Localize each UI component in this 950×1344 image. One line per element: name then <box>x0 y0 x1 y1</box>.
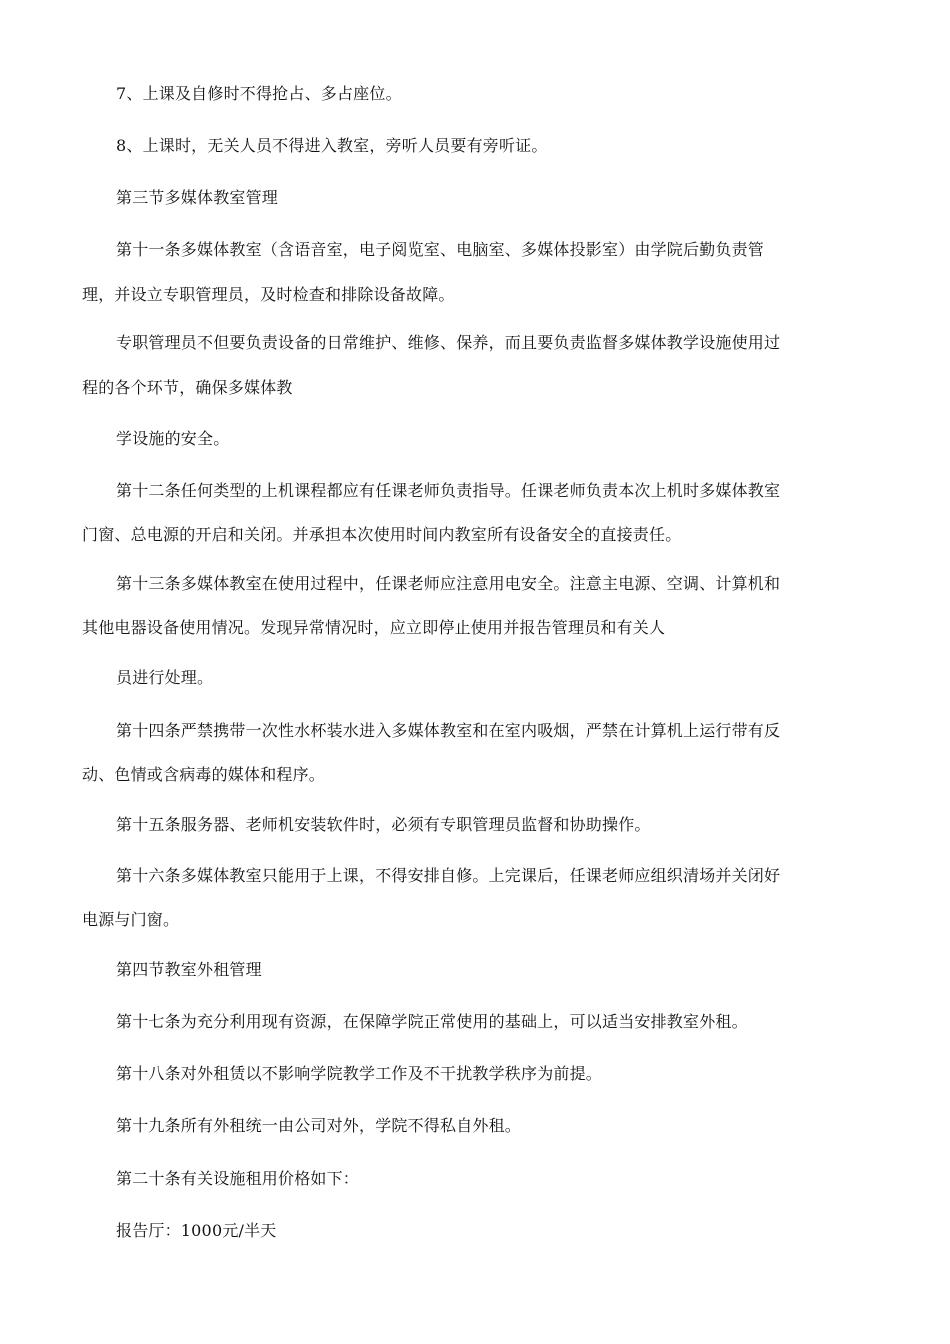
manager-duty-line-3: 学设施的安全。 <box>116 429 230 448</box>
manager-duty-line-2: 程的各个环节，确保多媒体教 <box>82 378 293 397</box>
article-15: 第十五条服务器、老师机安装软件时，必须有专职管理员监督和协助操作。 <box>116 815 651 834</box>
price-item-lecture-hall: 报告厅：1000元/半天 <box>116 1221 277 1240</box>
article-20: 第二十条有关设施租用价格如下： <box>116 1169 360 1188</box>
article-17: 第十七条为充分利用现有资源，在保障学院正常使用的基础上，可以适当安排教室外租。 <box>116 1012 748 1031</box>
section-heading-3: 第三节多媒体教室管理 <box>116 188 279 207</box>
article-13-line-1: 第十三条多媒体教室在使用过程中，任课老师应注意用电安全。注意主电源、空调、计算机和 <box>116 574 781 593</box>
article-18: 第十八条对外租赁以不影响学院教学工作及不干扰教学秩序为前提。 <box>116 1064 603 1083</box>
manager-duty-line-1: 专职管理员不但要负责设备的日常维护、维修、保养，而且要负责监督多媒体教学设施使用过 <box>116 333 781 352</box>
article-13-line-2: 其他电器设备使用情况。发现异常情况时，应立即停止使用并报告管理员和有关人 <box>82 618 666 637</box>
article-16-line-2: 电源与门窗。 <box>82 910 180 929</box>
article-12-line-2: 门窗、总电源的开启和关闭。并承担本次使用时间内教室所有设备安全的直接责任。 <box>82 525 682 544</box>
rule-item-8: 8、上课时，无关人员不得进入教室，旁听人员要有旁听证。 <box>116 136 548 155</box>
article-16-line-1: 第十六条多媒体教室只能用于上课，不得安排自修。上完课后，任课老师应组织清场并关闭好 <box>116 866 781 885</box>
article-19: 第十九条所有外租统一由公司对外，学院不得私自外租。 <box>116 1116 522 1135</box>
article-14-line-1: 第十四条严禁携带一次性水杯装水进入多媒体教室和在室内吸烟，严禁在计算机上运行带有反 <box>116 721 781 740</box>
section-heading-4: 第四节教室外租管理 <box>116 960 262 979</box>
article-13-line-3: 员进行处理。 <box>116 668 214 687</box>
rule-item-7: 7、上课及自修时不得抢占、多占座位。 <box>116 84 402 103</box>
article-14-line-2: 动、色情或含病毒的媒体和程序。 <box>82 765 326 784</box>
article-11-line-1: 第十一条多媒体教室（含语音室，电子阅览室、电脑室、多媒体投影室）由学院后勤负责管 <box>116 240 765 259</box>
article-11-line-2: 理，并设立专职管理员，及时检查和排除设备故障。 <box>82 285 455 304</box>
article-12-line-1: 第十二条任何类型的上机课程都应有任课老师负责指导。任课老师负责本次上机时多媒体教室 <box>116 481 781 500</box>
